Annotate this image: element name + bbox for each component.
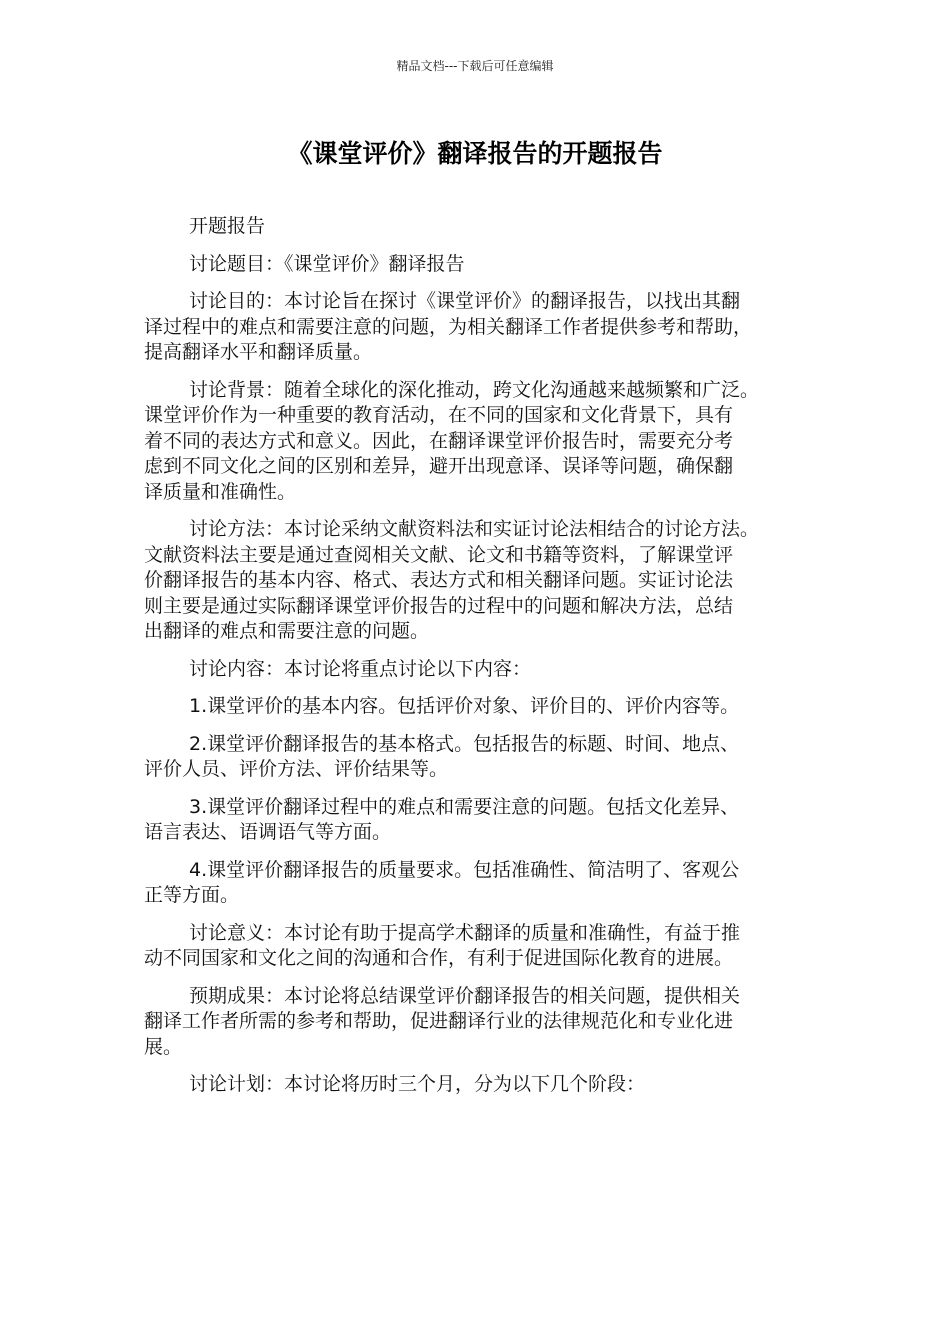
paragraph-line: 正等方面。: [144, 884, 240, 906]
paragraph-line: 翻译工作者所需的参考和帮助，促进翻译行业的法律规范化和专业化进: [144, 1010, 734, 1032]
paragraph-line: 4.课堂评价翻译报告的质量要求。包括准确性、简洁明了、客观公: [189, 858, 740, 881]
paragraph-line: 3.课堂评价翻译过程中的难点和需要注意的问题。包括文化差异、: [189, 795, 740, 818]
paragraph-line: 讨论方法：本讨论采纳文献资料法和实证讨论法相结合的讨论方法。: [189, 518, 760, 540]
paragraph-line: 译质量和准确性。: [144, 480, 297, 503]
document-body: [144, 214, 806, 1110]
paragraph: [144, 657, 806, 683]
paragraph: [144, 921, 806, 972]
paragraph-line: 讨论意义：本讨论有助于提高学术翻译的质量和准确性，有益于推: [189, 921, 741, 944]
paragraph-line: 出翻译的难点和需要注意的问题。: [144, 620, 430, 642]
paragraph-line: 课堂评价作为一种重要的教育活动，在不同的国家和文化背景下，具有: [144, 404, 734, 426]
paragraph-line: 讨论计划：本讨论将历时三个月，分为以下几个阶段：: [189, 1073, 646, 1095]
paragraph-line: 讨论背景：随着全球化的深化推动，跨文化沟通越来越频繁和广泛。: [189, 378, 760, 401]
paragraph-line: 提高翻译水平和翻译质量。: [144, 341, 373, 363]
paragraph-line: 讨论内容：本讨论将重点讨论以下内容：: [189, 657, 532, 680]
paragraph-line: 虑到不同文化之间的区别和差异，避开出现意译、误译等问题，确保翻: [144, 455, 734, 477]
paragraph-line: 讨论目的：本讨论旨在探讨《课堂评价》的翻译报告，以找出其翻: [189, 290, 741, 312]
paragraph: [144, 732, 806, 783]
paragraph-line: 则主要是通过实际翻译课堂评价报告的过程中的问题和解决方法，总结: [144, 594, 734, 617]
paragraph-line: 动不同国家和文化之间的沟通和合作，有利于促进国际化教育的进展。: [144, 947, 734, 969]
paragraph: [144, 694, 806, 720]
paragraph: [144, 378, 806, 506]
paragraph: [144, 984, 806, 1061]
paragraph-line: 2.课堂评价翻译报告的基本格式。包括报告的标题、时间、地点、: [189, 732, 740, 755]
paragraph-line: 价翻译报告的基本内容、格式、表达方式和相关翻译问题。实证讨论法: [144, 569, 734, 591]
paragraph: [144, 858, 806, 909]
paragraph-line: 着不同的表达方式和意义。因此，在翻译课堂评价报告时，需要充分考: [144, 429, 734, 452]
paragraph-line: 译过程中的难点和需要注意的问题，为相关翻译工作者提供参考和帮助，: [144, 315, 753, 338]
paragraph: [144, 214, 806, 240]
paragraph: [144, 795, 806, 846]
paragraph-line: 1.课堂评价的基本内容。包括评价对象、评价目的、评价内容等。: [189, 695, 740, 717]
paragraph-line: 展。: [144, 1035, 183, 1058]
paragraph-line: 开题报告: [189, 215, 266, 237]
header-note: 精品文档---下载后可任意编辑: [396, 59, 554, 73]
document-title: 《课堂评价》翻译报告的开题报告: [287, 139, 663, 168]
paragraph-line: 文献资料法主要是通过查阅相关文献、论文和书籍等资料，了解课堂评: [144, 543, 734, 566]
paragraph-line: 讨论题目：《课堂评价》翻译报告: [189, 252, 465, 275]
paragraph: [144, 289, 806, 366]
paragraph-line: 评价人员、评价方法、评价结果等。: [144, 758, 449, 780]
paragraph-line: 语言表达、语调语气等方面。: [144, 821, 392, 843]
paragraph-line: 预期成果：本讨论将总结课堂评价翻译报告的相关问题，提供相关: [189, 984, 741, 1007]
paragraph: [144, 517, 806, 645]
paragraph: [144, 252, 806, 278]
paragraph: [144, 1072, 806, 1098]
